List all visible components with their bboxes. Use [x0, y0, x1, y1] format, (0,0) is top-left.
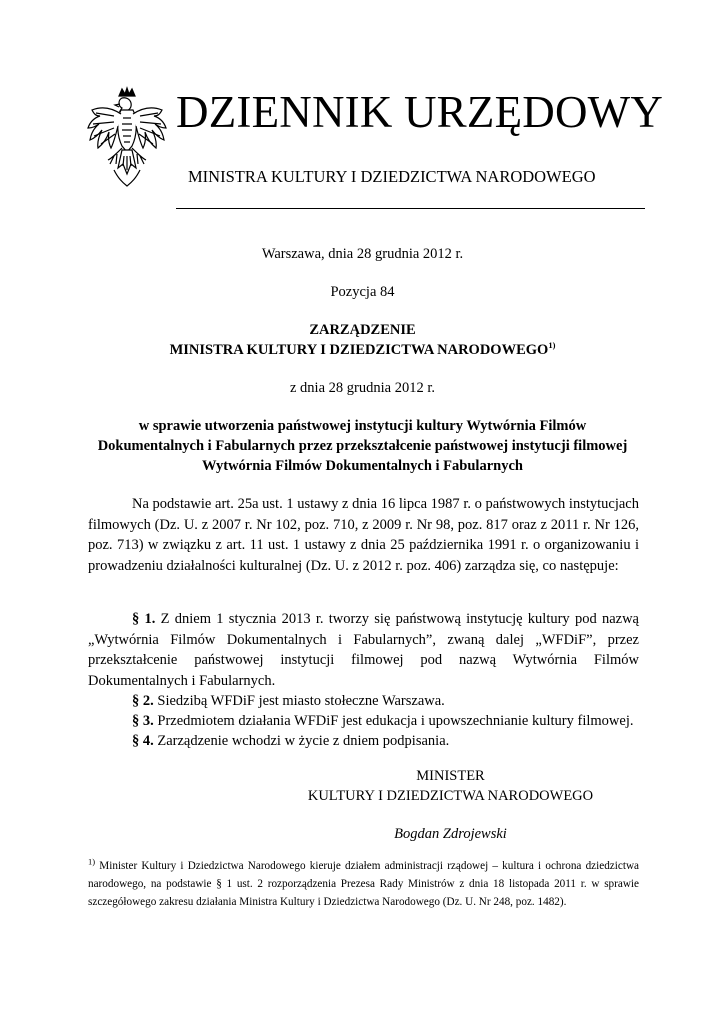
- section-text: Przedmiotem działania WFDiF jest edukacja i upowszechnianie kultury filmowej.: [157, 713, 634, 729]
- footnote-text: Minister Kultury i Dziedzictwa Narodowego kieruje działem administracji rządowej – kultura i ochrona dziedzictwa narodowego, na podstawie § 1 ust. 2 rozporządzenia Prezesa Rady Ministrów z dnia 18 listopada 2011 r. w sprawie szczegółowego zakresu działania Ministra Kultury i Dziedzictwa Narodowego (Dz. U. Nr 248, poz. 1482).: [88, 860, 640, 908]
- preamble-paragraph: Na podstawie art. 25a ust. 1 ustawy z dnia 16 lipca 1987 r. o państwowych instytucjach filmowych (Dz. U. z 2007 r. Nr 102, poz. 710, z 2009 r. Nr 98, poz. 817 oraz z 2011 r. Nr 126, poz. 713) w związku z art. 11 ust. 1 ustawy z dnia 25 października 1991 r. o organizowaniu i prowadzeniu działalności kulturalnej (Dz. U. z 2012 r. poz. 406) zarządza się, co następuje:: [88, 496, 639, 574]
- signature-title-line-2: KULTURY I DZIEDZICTWA NARODOWEGO: [307, 788, 594, 804]
- polish-eagle-emblem-icon: [84, 86, 170, 190]
- footnote: [88, 857, 639, 911]
- act-type: ZARZĄDZENIE: [309, 322, 416, 338]
- section-2: [88, 691, 639, 712]
- act-issuer-text: MINISTRA KULTURY I DZIEDZICTWA NARODOWEGO: [169, 342, 549, 358]
- section-number: § 4.: [132, 733, 154, 749]
- section-4: [88, 731, 639, 752]
- act-date: z dnia 28 grudnia 2012 r.: [290, 380, 435, 396]
- masthead-divider: [176, 208, 645, 209]
- journal-title: DZIENNIK URZĘDOWY: [176, 87, 664, 137]
- section-text: Zarządzenie wchodzi w życie z dniem podpisania.: [157, 733, 450, 749]
- signatory-name: Bogdan Zdrojewski: [394, 826, 507, 842]
- footnote-reference: 1): [548, 340, 556, 351]
- position-number: Pozycja 84: [330, 284, 395, 300]
- act-subject-line-3: Wytwórnia Filmów Dokumentalnych i Fabularnych: [202, 458, 523, 474]
- section-number: § 1.: [132, 611, 156, 627]
- section-text: Siedzibą WFDiF jest miasto stołeczne Warszawa.: [157, 693, 445, 709]
- journal-subtitle: MINISTRA KULTURY I DZIEDZICTWA NARODOWEGO: [188, 167, 596, 186]
- signature-title-line-1: MINISTER: [416, 768, 485, 784]
- act-subject-line-2: Dokumentalnych i Fabularnych przez przekształcenie państwowej instytucji filmowej: [97, 438, 628, 454]
- act-subject-line-1: w sprawie utworzenia państwowej instytucji kultury Wytwórnia Filmów: [138, 418, 587, 434]
- footnote-mark: 1): [88, 856, 96, 867]
- act-issuer: [60, 340, 665, 361]
- section-number: § 3.: [132, 713, 154, 729]
- section-number: § 2.: [132, 693, 154, 709]
- section-1: [88, 609, 639, 691]
- place-and-date: Warszawa, dnia 28 grudnia 2012 r.: [261, 246, 464, 262]
- section-text: Z dniem 1 stycznia 2013 r. tworzy się państwową instytucję kultury pod nazwą „Wytwórnia Filmów Dokumentalnych i Fabularnych”, zwaną dalej „WFDiF”, przez przekształcenie państwowej instytucji filmowej pod nazwą Wytwórnia Filmów Dokumentalnych i Fabularnych.: [88, 611, 639, 689]
- section-3: [88, 711, 639, 732]
